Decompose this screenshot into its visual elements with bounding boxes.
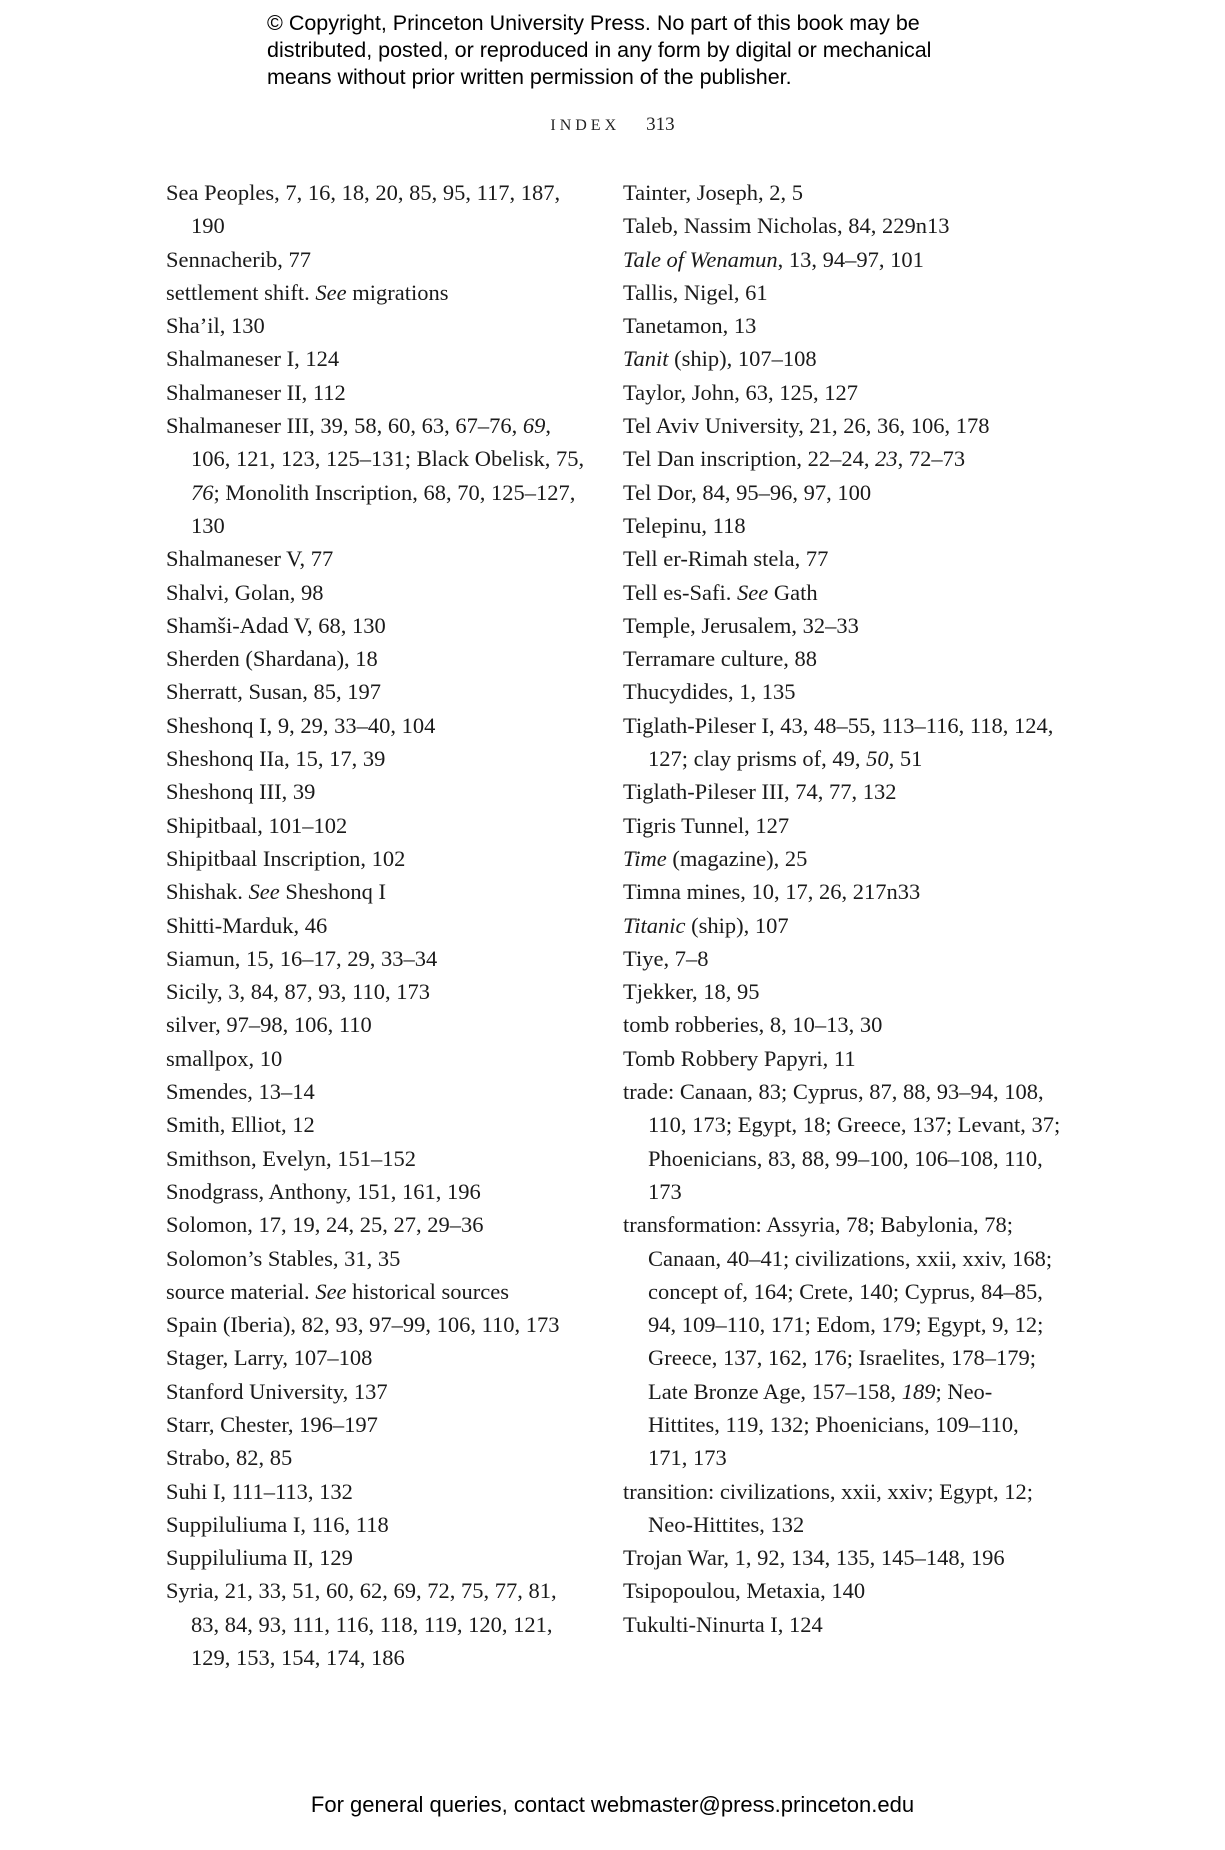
- index-entry-text: See: [315, 279, 347, 305]
- index-entry: [166, 1508, 586, 1541]
- index-entry: [166, 1541, 586, 1574]
- index-entry-text: Sheshonq IIa, 15, 17, 39: [166, 746, 386, 772]
- index-entry: [166, 1108, 586, 1141]
- index-entry-text: Tallis, Nigel, 61: [623, 279, 768, 305]
- index-entry: [166, 376, 586, 409]
- index-entry-text: Tiglath-Pileser III, 74, 77, 132: [623, 779, 897, 805]
- index-entry: [166, 1208, 586, 1241]
- index-entry: [166, 176, 586, 243]
- index-entry-text: ; Neo-Hittites, 119, 132; Phoenicians, 109–110, 171, 173: [648, 1378, 1019, 1471]
- index-entry: [166, 709, 586, 742]
- index-entry-text: Shalvi, Golan, 98: [166, 579, 324, 605]
- index-entry: [166, 675, 586, 708]
- index-entry: [623, 875, 1063, 908]
- index-entry: [166, 609, 586, 642]
- copyright-line-1: © Copyright, Princeton University Press. No part of this book may be: [267, 11, 920, 35]
- index-entry-text: , 51: [888, 746, 923, 772]
- index-entry: [166, 276, 586, 309]
- index-entry-text: Stanford University, 137: [166, 1378, 388, 1404]
- index-entry-text: Time: [623, 845, 667, 871]
- index-entry-text: Shalmaneser III, 39, 58, 60, 63, 67–76,: [166, 413, 523, 439]
- index-entry: [623, 309, 1063, 342]
- index-entry-text: Shalmaneser V, 77: [166, 546, 334, 572]
- index-entry-text: Solomon, 17, 19, 24, 25, 27, 29–36: [166, 1212, 484, 1238]
- page-number: 313: [646, 114, 675, 135]
- index-entry: [166, 1275, 586, 1308]
- index-column-right: [623, 176, 1063, 1641]
- index-entry: [166, 576, 586, 609]
- index-entry-text: Tomb Robbery Papyri, 11: [623, 1045, 856, 1071]
- index-entry: [623, 909, 1063, 942]
- index-entry-text: Syria, 21, 33, 51, 60, 62, 69, 72, 75, 77, 81, 83, 84, 93, 111, 116, 118, 119, 120, 121, 129, 153, 154, 174, 186: [166, 1578, 557, 1671]
- index-entry: [623, 1475, 1063, 1542]
- index-entry: [166, 1341, 586, 1374]
- index-entry: [166, 942, 586, 975]
- index-entry: [623, 176, 1063, 209]
- index-entry-text: Tiye, 7–8: [623, 945, 709, 971]
- index-entry-text: (ship), 107–108: [668, 346, 817, 372]
- index-entry: [166, 642, 586, 675]
- index-entry: [623, 1541, 1063, 1574]
- index-entry: [623, 842, 1063, 875]
- index-entry-text: Suppiluliuma II, 129: [166, 1545, 353, 1571]
- index-entry: [623, 975, 1063, 1008]
- index-entry-text: Sherden (Shardana), 18: [166, 646, 378, 672]
- index-entry: [166, 809, 586, 842]
- index-entry-text: Tjekker, 18, 95: [623, 979, 760, 1005]
- index-entry: [166, 1574, 586, 1674]
- index-entry-text: Shipitbaal, 101–102: [166, 812, 348, 838]
- index-entry-text: Tell er-Rimah stela, 77: [623, 546, 829, 572]
- index-entry-text: settlement shift.: [166, 279, 316, 305]
- index-entry-text: transition: civilizations, xxii, xxiv; Egypt, 12; Neo-Hittites, 132: [623, 1478, 1033, 1537]
- index-entry-text: Tel Dan inscription, 22–24,: [623, 446, 876, 472]
- index-entry-text: ; Monolith Inscription, 68, 70, 125–127, 130: [191, 479, 576, 538]
- index-entry-text: historical sources: [346, 1278, 510, 1304]
- index-entry-text: Tanetamon, 13: [623, 313, 757, 339]
- index-entry: [166, 1475, 586, 1508]
- index-entry: [166, 742, 586, 775]
- index-entry-text: Thucydides, 1, 135: [623, 679, 796, 705]
- index-entry-text: trade: Canaan, 83; Cyprus, 87, 88, 93–94, 108, 110, 173; Egypt, 18; Greece, 137; Levant, 37; Phoenicians, 83, 88, 99–100, 106–108, 110, 173: [623, 1079, 1061, 1204]
- copyright-line-2: distributed, posted, or reproduced in any form by digital or mechanical: [267, 38, 932, 62]
- index-entry-text: Telepinu, 118: [623, 512, 746, 538]
- index-entry-text: Sheshonq I: [279, 879, 386, 905]
- index-entry: [166, 1008, 586, 1041]
- index-entry: [166, 309, 586, 342]
- index-entry-text: 23: [875, 446, 898, 472]
- index-entry: [623, 542, 1063, 575]
- index-entry: [623, 609, 1063, 642]
- index-entry-text: Sea Peoples, 7, 16, 18, 20, 85, 95, 117, 187, 190: [166, 180, 561, 239]
- index-entry-text: Smendes, 13–14: [166, 1079, 315, 1105]
- index-entry: [166, 342, 586, 375]
- index-entry-text: Sheshonq I, 9, 29, 33–40, 104: [166, 712, 436, 738]
- index-entry-text: Tainter, Joseph, 2, 5: [623, 180, 803, 205]
- index-entry: [166, 1441, 586, 1474]
- index-entry-text: Tanit: [623, 346, 669, 372]
- index-entry: [623, 409, 1063, 442]
- index-entry: [623, 675, 1063, 708]
- index-entry-text: Smithson, Evelyn, 151–152: [166, 1145, 417, 1171]
- index-entry: [166, 1142, 586, 1175]
- index-entry-text: Strabo, 82, 85: [166, 1445, 293, 1471]
- index-entry-text: Suhi I, 111–113, 132: [166, 1478, 353, 1504]
- copyright-notice: [267, 10, 1027, 91]
- index-entry-text: Shitti-Marduk, 46: [166, 912, 328, 938]
- running-head: [0, 114, 1225, 136]
- footer-contact: For general queries, contact webmaster@press.princeton.edu: [310, 1792, 915, 1817]
- index-entry: [623, 442, 1063, 475]
- index-entry: [166, 842, 586, 875]
- index-entry-text: transformation: Assyria, 78; Babylonia, 78; Canaan, 40–41; civilizations, xxii, xxiv, 168; concept of, 164; Crete, 140; Cyprus, 84–85, 94, 109–110, 171; Edom, 179; Egypt, 9, 12; Greece, 137, 162, 176; Israelites, 178–179; Late Bronze Age, 157–158,: [623, 1212, 1053, 1404]
- index-entry-text: Tell es-Safi.: [623, 579, 738, 605]
- index-entry: [623, 1008, 1063, 1041]
- index-entry: [623, 509, 1063, 542]
- index-entry-text: Spain (Iberia), 82, 93, 97–99, 106, 110, 173: [166, 1312, 560, 1338]
- index-entry-text: Trojan War, 1, 92, 134, 135, 145–148, 196: [623, 1545, 1005, 1571]
- index-entry: [623, 1608, 1063, 1641]
- index-entry: [166, 409, 586, 542]
- index-entry: [623, 243, 1063, 276]
- index-entry: [166, 1175, 586, 1208]
- index-entry-text: tomb robberies, 8, 10–13, 30: [623, 1012, 883, 1038]
- index-entry: [623, 1075, 1063, 1208]
- index-entry-text: Shishak.: [166, 879, 249, 905]
- index-entry: [166, 975, 586, 1008]
- index-column-left: [166, 176, 586, 1674]
- index-entry-text: Sherratt, Susan, 85, 197: [166, 679, 381, 705]
- index-entry: [166, 1042, 586, 1075]
- index-entry: [623, 1042, 1063, 1075]
- index-entry-text: Tel Dor, 84, 95–96, 97, 100: [623, 479, 872, 505]
- copyright-line-3: means without prior written permission of the publisher.: [267, 65, 792, 89]
- index-entry: [623, 1574, 1063, 1607]
- index-entry-text: Timna mines, 10, 17, 26, 217n33: [623, 879, 921, 905]
- index-entry: [623, 775, 1063, 808]
- index-entry-text: , 106, 121, 123, 125–131; Black Obelisk, 75,: [191, 413, 585, 472]
- index-entry-text: 50: [866, 746, 889, 772]
- index-entry-text: (ship), 107: [685, 912, 789, 938]
- index-entry-text: Sheshonq III, 39: [166, 779, 316, 805]
- index-entry-text: , 13, 94–97, 101: [777, 246, 924, 272]
- index-entry-text: Suppiluliuma I, 116, 118: [166, 1511, 389, 1537]
- index-entry-text: Taylor, John, 63, 125, 127: [623, 379, 859, 405]
- index-entry-text: Solomon’s Stables, 31, 35: [166, 1245, 401, 1271]
- index-entry: [623, 1208, 1063, 1474]
- index-entry: [623, 209, 1063, 242]
- index-entry: [623, 642, 1063, 675]
- index-entry: [166, 542, 586, 575]
- index-entry-text: Sicily, 3, 84, 87, 93, 110, 173: [166, 979, 430, 1005]
- index-entry-text: Taleb, Nassim Nicholas, 84, 229n13: [623, 213, 950, 239]
- index-entry: [166, 1075, 586, 1108]
- index-entry: [166, 875, 586, 908]
- index-entry: [623, 342, 1063, 375]
- index-entry-text: Snodgrass, Anthony, 151, 161, 196: [166, 1178, 481, 1204]
- index-entry-text: Starr, Chester, 196–197: [166, 1411, 378, 1437]
- index-entry: [166, 1308, 586, 1341]
- index-entry-text: See: [315, 1278, 347, 1304]
- index-entry: [623, 276, 1063, 309]
- index-entry: [166, 909, 586, 942]
- index-entry-text: Shipitbaal Inscription, 102: [166, 845, 406, 871]
- index-entry-text: See: [737, 579, 769, 605]
- index-entry-text: Sennacherib, 77: [166, 246, 311, 272]
- index-entry-text: Shalmaneser II, 112: [166, 379, 346, 405]
- index-entry: [166, 775, 586, 808]
- index-entry-text: source material.: [166, 1278, 316, 1304]
- index-entry-text: Siamun, 15, 16–17, 29, 33–34: [166, 945, 438, 971]
- index-entry-text: Shamši-Adad V, 68, 130: [166, 612, 386, 638]
- index-entry-text: Tukulti-Ninurta I, 124: [623, 1611, 823, 1637]
- index-entry-text: Tigris Tunnel, 127: [623, 812, 790, 838]
- index-entry-text: 189: [901, 1378, 936, 1404]
- index-entry-text: smallpox, 10: [166, 1045, 283, 1071]
- index-entry: [623, 476, 1063, 509]
- index-entry-text: Titanic: [623, 912, 686, 938]
- index-entry-text: migrations: [346, 279, 449, 305]
- index-entry-text: silver, 97–98, 106, 110: [166, 1012, 372, 1038]
- index-entry-text: Stager, Larry, 107–108: [166, 1345, 373, 1371]
- index-entry: [623, 576, 1063, 609]
- index-entry-text: Smith, Elliot, 12: [166, 1112, 315, 1138]
- index-entry-text: Tiglath-Pileser I, 43, 48–55, 113–116, 118, 124, 127; clay prisms of, 49,: [623, 712, 1054, 772]
- index-entry-text: See: [248, 879, 280, 905]
- index-entry: [623, 942, 1063, 975]
- index-entry-text: Temple, Jerusalem, 32–33: [623, 612, 859, 638]
- index-entry-text: Tale of Wenamun: [623, 246, 778, 272]
- index-entry-text: 76: [191, 479, 214, 505]
- index-entry-text: Gath: [768, 579, 818, 605]
- index-entry: [623, 709, 1063, 776]
- index-entry: [623, 809, 1063, 842]
- index-entry-text: Shalmaneser I, 124: [166, 346, 340, 372]
- index-entry: [166, 243, 586, 276]
- running-head-label: INDEX: [550, 117, 621, 134]
- index-entry-text: , 72–73: [897, 446, 966, 472]
- index-entry: [166, 1408, 586, 1441]
- index-entry: [623, 376, 1063, 409]
- index-entry-text: Terramare culture, 88: [623, 646, 817, 672]
- index-entry-text: Sha’il, 130: [166, 313, 265, 339]
- index-entry-text: Tel Aviv University, 21, 26, 36, 106, 178: [623, 413, 990, 439]
- index-entry-text: 69: [522, 413, 546, 439]
- index-entry-text: Tsipopoulou, Metaxia, 140: [623, 1578, 866, 1604]
- index-entry: [166, 1242, 586, 1275]
- index-entry-text: (magazine), 25: [666, 845, 808, 871]
- index-entry: [166, 1375, 586, 1408]
